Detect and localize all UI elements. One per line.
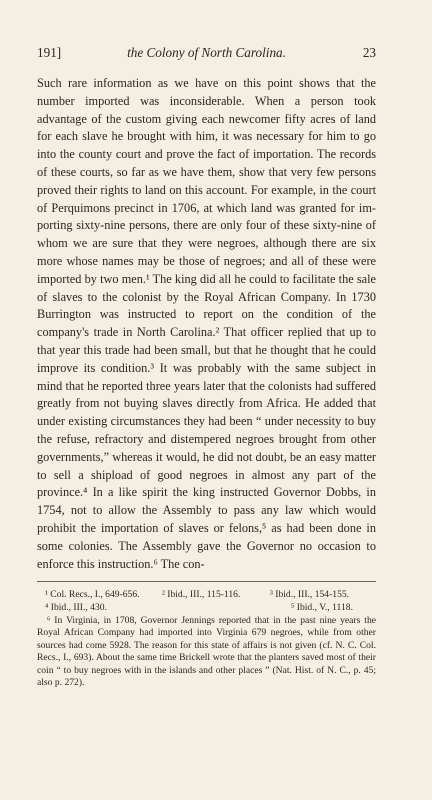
running-title: the Colony of North Carolina. xyxy=(127,45,286,60)
footnotes xyxy=(37,589,376,690)
body-paragraph: Such rare information as we have on this point shows that the number imported was inconsiderable. When a person took advantage of the custom giving each newcomer fifty acres of land for each slave he brought with him, it was necessary for him to go into the county court and prove the fact of importation. The records of these courts, so far as we have them, show that very few persons proved their rights to land on this account. For example, in the court of Perquimons precinct in 1706, at which land was granted for importing sixty-nine persons, there are only four of these sixty-nine of whom we are sure that they were negroes, although there are six more whose names may be those of negroes; and all of these were imported by two men.¹ The king did all he could to facilitate the sale of slaves to the colonist by the Royal African Company. In 1730 Burrington was instructed to report on the condition of the company's trade in North Carolina.² That officer replied that up to that year this trade had been small, but that he thought that he could improve its condition.³ It was probably with the same subject in mind that he reported three years later that the colonists had suffered greatly from not buying slaves directly from Africa. He added that under existing circumstances they had been “ under necessity to buy the refuse, refractory and distempered negroes brought from other governments,” whereas it would, he did not doubt, be an easy matter to sell a shipload of good negroes in almost any part of the province.⁴ In a like spirit the king instructed Governor Dobbs, in 1754, not to allow the Assembly to pass any law which would prohibit the importation of slaves or felons,⁵ as had been done in some colonies. The Assembly gave the Governor no occasion to enforce this instruction.⁶ The con- xyxy=(37,76,376,571)
footnote-2: ² Ibid., III., 115-116. xyxy=(162,589,241,601)
book-page xyxy=(37,44,376,690)
footnote-row xyxy=(37,589,376,602)
body-text xyxy=(37,75,376,573)
page-range-marker: 191] xyxy=(37,45,62,60)
page-number: 23 xyxy=(362,45,376,60)
footnote-1: ¹ Col. Recs., I., 649-656. xyxy=(45,589,140,601)
footnote-4: ⁴ Ibid., III., 430. xyxy=(45,601,107,613)
footnote-rule xyxy=(37,581,376,582)
running-head xyxy=(37,44,376,62)
footnote-row xyxy=(37,602,376,615)
footnote-6: ⁶ In Virginia, in 1708, Governor Jennings reported that in the past nine years the Royal African Company had imported into Virginia 679 negroes, while from other sources had come 5928. The reason for this state of affairs is not given (cf. N. C. Col. Recs., I., 693). About the same time Brickell wrote that the planters saved most of their coin “ to buy negroes with in the islands and other places ” (Nat. Hist. of N. C., p. 45; also p. 272). xyxy=(37,614,376,689)
footnote-5: ⁵ Ibid., V., 1118. xyxy=(291,601,353,613)
footnote-3: ³ Ibid., III., 154-155. xyxy=(270,589,350,601)
